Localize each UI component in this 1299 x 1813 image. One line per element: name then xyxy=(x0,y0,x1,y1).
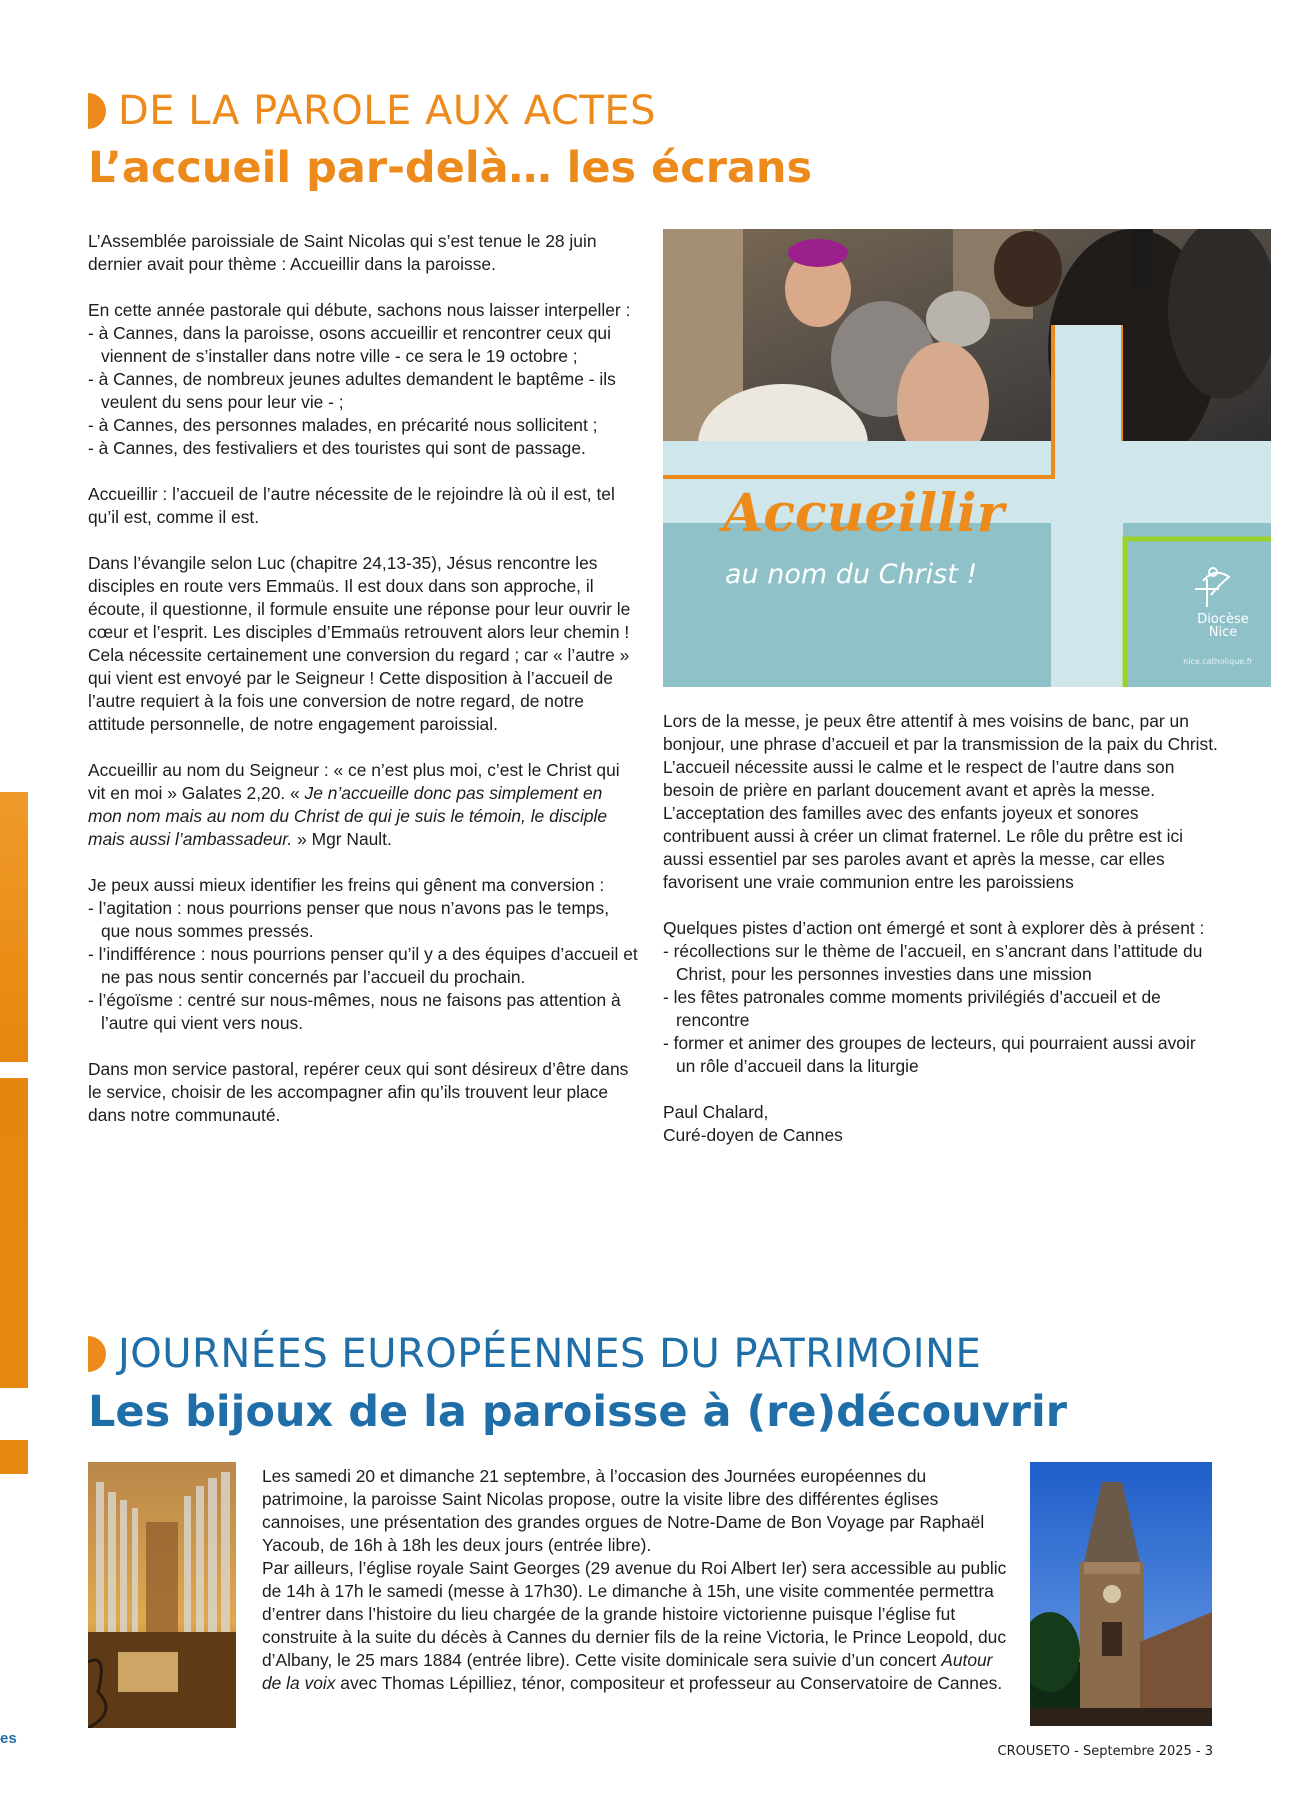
list-item: - à Cannes, des festivaliers et des touristes qui sont de passage. xyxy=(88,437,640,460)
list-item: - l’indifférence : nous pourrions penser qu’il y a des équipes d’accueil et ne pas nous sentir concernés par l’accueil du prochain. xyxy=(88,943,640,989)
edge-color-tab xyxy=(0,1440,28,1474)
freins-lead: Je peux aussi mieux identifier les freins qui gênent ma conversion : xyxy=(88,875,605,895)
list-item: - à Cannes, dans la paroisse, osons accueillir et rencontrer ceux qui viennent de s’installer dans notre ville - ce sera le 19 octobre ; xyxy=(88,322,640,368)
accueillir-poster xyxy=(663,229,1271,687)
messe-paragraph: Lors de la messe, je peux être attentif à mes voisins de banc, par un bonjour, une phrase d’accueil et par la transmission de la paix du Christ. xyxy=(663,711,1218,754)
article-left-column xyxy=(88,230,640,1150)
edge-color-tab xyxy=(0,792,28,1062)
list-item: - l’agitation : nous pourrions penser que nous n’avons pas le temps, que nous sommes pressés. xyxy=(88,897,640,943)
poster-word: Accueillir xyxy=(723,483,1004,544)
section2-kicker: JOURNÉES EUROPÉENNES DU PATRIMOINE xyxy=(118,1331,982,1377)
evangile-paragraph: Dans l’évangile selon Luc (chapitre 24,13-35), Jésus rencontre les disciples en route vers Emmaüs. Il est doux dans son approche, il écoute, il questionne, il formule ensuite une réponse pour leur ouvrir le cœur et l’esprit. Les disciples d’Emmaüs retrouvent alors leur chemin ! Cela nécessite certainement une conversion du regard ; car « l’autre » qui vient est envoyé par le Seigneur ! Cette disposition à l’accueil de l’autre requiert à la fois une conversion de notre regard, de notre attitude personnelle, de notre engagement paroissial. xyxy=(88,553,631,734)
list-item: - former et animer des groupes de lecteurs, qui pourraient aussi avoir un rôle d’accueil dans la liturgie xyxy=(663,1032,1218,1078)
pistes-list xyxy=(663,940,1218,1078)
cannes-list xyxy=(88,322,640,460)
section1-kicker-row xyxy=(88,88,656,134)
half-disc-icon xyxy=(88,1336,106,1372)
intro-paragraph: L’Assemblée paroissiale de Saint Nicolas qui s’est tenue le 28 juin dernier avait pour thème : Accueillir dans la paroisse. xyxy=(88,231,597,274)
diocese-logo-text xyxy=(1168,613,1271,639)
logo-line1: Diocèse xyxy=(1197,612,1249,627)
signature-title: Curé-doyen de Cannes xyxy=(663,1125,843,1145)
diocese-url: nice.catholique.fr xyxy=(1183,657,1253,666)
section2-kicker-row xyxy=(88,1331,981,1377)
seigneur-quote: Je n’accueille donc pas simplement en mon nom mais au nom du Christ de qui je suis le témoin, le disciple mais aussi l’ambassadeur. xyxy=(88,783,608,849)
patrimoine-paragraph-1: Les samedi 20 et dimanche 21 septembre, à l’occasion des Journées européennes du patrimoine, la paroisse Saint Nicolas propose, outre la visite libre des différentes églises cannoises, une présentation des grandes orgues de Notre-Dame de Bon Voyage par Raphaël Yacoub, de 16h à 18h les deux jours (entrée libre). xyxy=(262,1466,985,1555)
edge-text-fragment: es xyxy=(0,1730,17,1747)
patrimoine-paragraph-2 xyxy=(262,1557,1010,1695)
list-item: - l’égoïsme : centré sur nous-mêmes, nous ne faisons pas attention à l’autre qui vient vers nous. xyxy=(88,989,640,1035)
section2-headline: Les bijoux de la paroisse à (re)découvrir xyxy=(88,1387,1067,1437)
organ-illustration xyxy=(88,1462,236,1728)
logo-line2: Nice xyxy=(1208,625,1238,640)
lead-paragraph: En cette année pastorale qui débute, sachons nous laisser interpeller : xyxy=(88,300,631,320)
article-right-column xyxy=(663,710,1218,1147)
patrimoine-text-tail: avec Thomas Lépilliez, ténor, compositeur et professeur au Conservatoire de Cannes. xyxy=(335,1673,1003,1693)
organ-photo xyxy=(88,1462,236,1728)
edge-color-tab xyxy=(0,1078,28,1388)
church-photo xyxy=(1030,1462,1212,1726)
seigneur-text: Accueillir au nom du Seigneur : « ce n’est plus moi, c’est le Christ qui vit en moi » Galates 2,20. « xyxy=(88,760,620,803)
list-item: - à Cannes, de nombreux jeunes adultes demandent le baptême - ils veulent du sens pour leur vie - ; xyxy=(88,368,640,414)
familles-paragraph: L’acceptation des familles avec des enfants joyeux et sonores contribuent aussi à créer un climat fraternel. Le rôle du prêtre est ici aussi essentiel par ses paroles avant et après la messe, car elles favorisent une vraie communion entre les paroissiens xyxy=(663,803,1184,892)
list-item: - à Cannes, des personnes malades, en précarité nous sollicitent ; xyxy=(88,414,640,437)
church-illustration xyxy=(1030,1462,1212,1726)
poster-subtitle: au nom du Christ ! xyxy=(725,559,978,590)
list-item: - les fêtes patronales comme moments privilégiés d’accueil et de rencontre xyxy=(663,986,1218,1032)
half-disc-icon xyxy=(88,93,106,129)
patrimoine-text xyxy=(262,1465,1010,1695)
patrimoine-text-body: Par ailleurs, l’église royale Saint Georges (29 avenue du Roi Albert Ier) sera accessible au public de 14h à 17h le samedi (messe à 17h30). Le dimanche à 15h, une visite commentée permettra d’entrer dans l’histoire du lieu chargée de la grande histoire victorienne puisque l’église fut construite à la suite du décès à Cannes du dernier fils de la reine Victoria, le Prince Leopold, duc d’Albany, le 25 mars 1884 (entrée libre). Cette visite dominicale sera suivie d’un concert xyxy=(262,1558,1007,1670)
freins-list xyxy=(88,897,640,1035)
service-paragraph: Dans mon service pastoral, repérer ceux qui sont désireux d’être dans le service, choisir de les accompagner afin qu’ils trouvent leur place dans notre communauté. xyxy=(88,1059,629,1125)
section1-kicker: DE LA PAROLE AUX ACTES xyxy=(118,88,656,134)
accueillir-paragraph: Accueillir : l’accueil de l’autre nécessite de le rejoindre là où il est, tel qu’il est, comme il est. xyxy=(88,484,615,527)
concert-title: Autour de la voix xyxy=(262,1650,993,1693)
seigneur-attribution: » Mgr Nault. xyxy=(292,829,392,849)
pistes-lead: Quelques pistes d’action ont émergé et sont à explorer dès à présent : xyxy=(663,918,1205,938)
seigneur-paragraph xyxy=(88,759,640,851)
signature-name: Paul Chalard, xyxy=(663,1102,769,1122)
section1-headline: L’accueil par-delà… les écrans xyxy=(88,143,813,193)
page-footer: CROUSETO - Septembre 2025 - 3 xyxy=(997,1744,1213,1759)
calme-paragraph: L’accueil nécessite aussi le calme et le respect de l’autre dans son besoin de prière en parlant doucement avant et après la messe. xyxy=(663,757,1175,800)
list-item: - récollections sur le thème de l’accueil, en s’ancrant dans l’attitude du Christ, pour les personnes investies dans une mission xyxy=(663,940,1218,986)
